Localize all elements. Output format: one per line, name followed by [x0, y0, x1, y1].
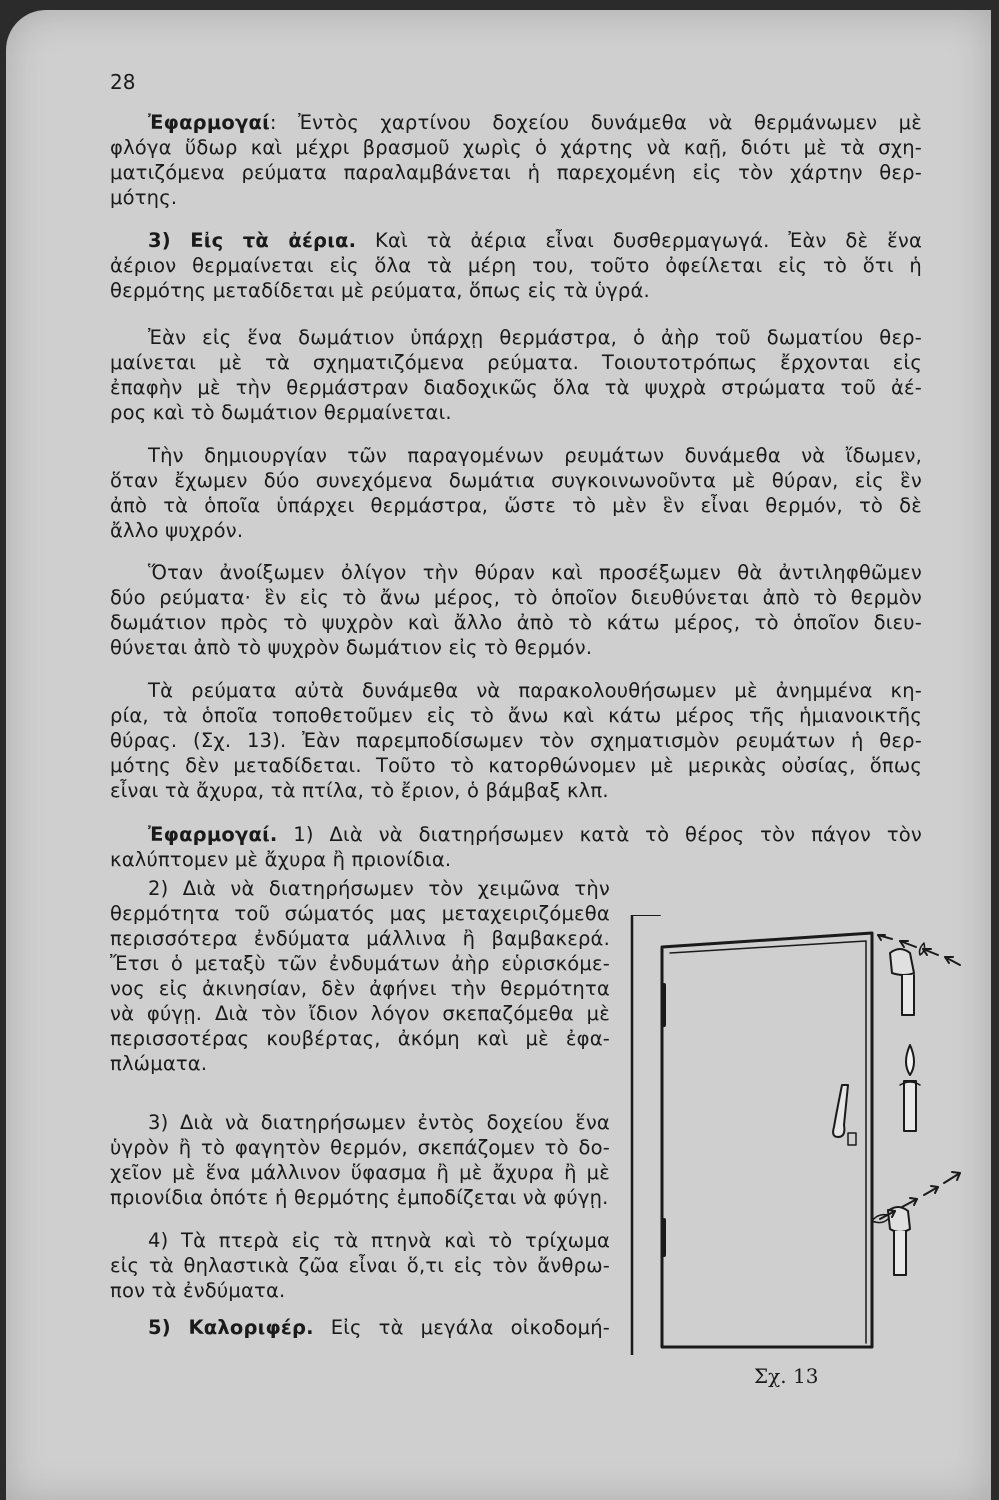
paragraph-applications-2: Ἐφαρμογαί. 1) Διὰ νὰ διατηρήσωμεν κατὰ τὸ θέρος τὸν πάγον τὸν καλύπτομεν μὲ ἄχυρα ἢ πριονίδια. — [110, 823, 922, 871]
paragraph-candles: Τὰ ρεύματα αὐτὰ δυνάμεθα νὰ παρακολουθήσωμεν μὲ ἀνημμένα κη- ρία, τὰ ὁποῖα τοποθετοῦμεν εἰς τὸ ἄνω καὶ κάτω μέρος τῆς ἡμιανοικτῆς θύρας. (Σχ. 13). Ἐὰν παρεμποδίσωμεν τὸν σχηματισμὸν ρευμάτων ἡ θερ- μότης δὲν μεταδίδεται. Τοῦτο τὸ κατορθώνομεν μὲ μερικὰς οὐσίας, ὅπως εἶναι τὰ ἄχυρα, τὰ πτίλα, τὸ ἔριον, ὁ βάμβαξ κλπ. — [110, 679, 922, 802]
door-handle-icon — [833, 1085, 856, 1145]
paragraph-feathers: 4) Τὰ πτερὰ εἰς τὰ πτηνὰ καὶ τὸ τρίχωμα εἰς τὰ θηλαστικὰ ζῶα εἶναι ὅ,τι εἰς τὸν ἄνθρω- πον τὰ ἐνδύματα. — [110, 1229, 610, 1302]
upper-candle-icon — [890, 943, 925, 1015]
paragraph-applications-1: Ἐφαρμογαί: Ἐντὸς χαρτίνου δοχείου δυνάμεθα νὰ θερμάνωμεν μὲ φλόγα ὕδωρ καὶ μέχρι βρασμοῦ χωρὶς ὁ χάρτης νὰ καῇ, διότι μὲ τὰ σχη- ματιζόμενα ρεύματα παραλαμβάνεται ἡ παρεχομένη εἰς τὸν χάρτην θερ- μότης. — [110, 111, 922, 209]
paragraph-two-rooms: Τὴν δημιουργίαν τῶν παραγομένων ρευμάτων δυνάμεθα νὰ ἴδωμεν, ὅταν ἔχωμεν δύο συνεχόμενα δωμάτια συγκοινωνοῦντα μὲ θύραν, εἰς ἓν ἀπὸ τὰ ὁποῖα ὑπάρχει θερμάστρα, ὥστε τὸ μὲν ἓν εἶναι θερμόν, τὸ δὲ ἄλλο ψυχρόν. — [110, 444, 922, 542]
paragraph-radiator: 5) Καλοριφέρ. Εἰς τὰ μεγάλα οἰκοδομή- — [148, 1316, 610, 1339]
paragraph-container: 3) Διὰ νὰ διατηρήσωμεν ἐντὸς δοχείου ἕνα ὑγρὸν ἢ τὸ φαγητὸν θερμόν, σκεπάζομεν τὸ δο- χεῖον μὲ ἕνα μάλλινον ὕφασμα ἢ μὲ ἄχυρα ἢ μὲ πριονίδια ὁπότε ἡ θερμότης ἐμποδίζεται νὰ φύγῃ. — [110, 1111, 610, 1209]
door-leaf — [662, 933, 872, 1347]
paragraph-stove-room: Ἐὰν εἰς ἕνα δωμάτιον ὑπάρχῃ θερμάστρα, ὁ ἀὴρ τοῦ δωματίου θερ- μαίνεται μὲ τὰ σχηματιζόμενα ρεύματα. Τοιουτοτρόπως ἔρχονται εἰς ἐπαφὴν μὲ τὴν θερμάστραν διαδοχικῶς ὅλα τὰ ψυχρὰ στρώματα τοῦ ἀέ- ρος καὶ τὸ δωμάτιον θερμαίνεται. — [110, 326, 922, 424]
heading-gases: 3) Εἰς τὰ ἀέρια. — [148, 229, 357, 252]
paragraph-clothing: 2) Διὰ νὰ διατηρήσωμεν τὸν χειμῶνα τὴν θερμότητα τοῦ σώματός μας μεταχειριζόμεθα περισσότερα ἐνδύματα μάλλινα ἢ βαμβακερά. Ἔτσι ὁ μεταξὺ τῶν ἐνδυμάτων ἀὴρ εὑρισκόμε- νος εἰς ἀκινησίαν, δὲν ἀφήνει τὴν θερμότητα νὰ φύγῃ. Διὰ τὸν ἴδιον λόγον σκεπαζόμεθα μὲ περισσοτέρας κουβέρτας, ἀκόμη καὶ μὲ ἐφα- πλώματα. — [110, 877, 610, 1075]
paragraph-gases: 3) Εἰς τὰ ἀέρια. Καὶ τὰ ἀέρια εἶναι δυσθερμαγωγά. Ἐὰν δὲ ἕνα ἀέριον θερμαίνεται εἰς ὅλα τὰ μέρη του, τοῦτο ὀφείλεται εἰς τὸ ὅτι ἡ θερμότης μεταδίδεται μὲ ρεύματα, ὅπως εἰς τὰ ὑγρά. — [110, 229, 922, 302]
door-leaf-inner — [670, 941, 866, 1343]
heading-radiator: 5) Καλοριφέρ. — [148, 1316, 314, 1339]
lead-applications: Ἐφαρμογαί — [148, 111, 270, 134]
page-number: 28 — [110, 70, 136, 94]
paragraph-door-currents: Ὅταν ἀνοίξωμεν ὀλίγον τὴν θύραν καὶ προσέξωμεν θὰ ἀντιληφθῶμεν δύο ρεύματα· ἓν εἰς τὸ ἄνω μέρος, τὸ ὁποῖον διευθύνεται ἀπὸ τὸ θερμὸν δωμάτιον πρὸς τὸ ψυχρὸν καὶ ἄλλο ἀπὸ τὸ κάτω μέρος, τὸ ὁποῖον διευ- θύνεται ἀπὸ τὸ ψυχρὸν δωμάτιον εἰς τὸ θερμόν. — [110, 561, 922, 659]
lead-applications-2: Ἐφαρμογαί. — [148, 823, 278, 846]
book-page — [6, 10, 991, 1500]
middle-candle-icon — [900, 1045, 920, 1131]
lower-candle-icon — [872, 1207, 910, 1275]
lower-arrows-icon — [880, 1172, 960, 1219]
door-candle-figure — [620, 915, 970, 1355]
figure-caption: Σχ. 13 — [754, 1364, 819, 1388]
